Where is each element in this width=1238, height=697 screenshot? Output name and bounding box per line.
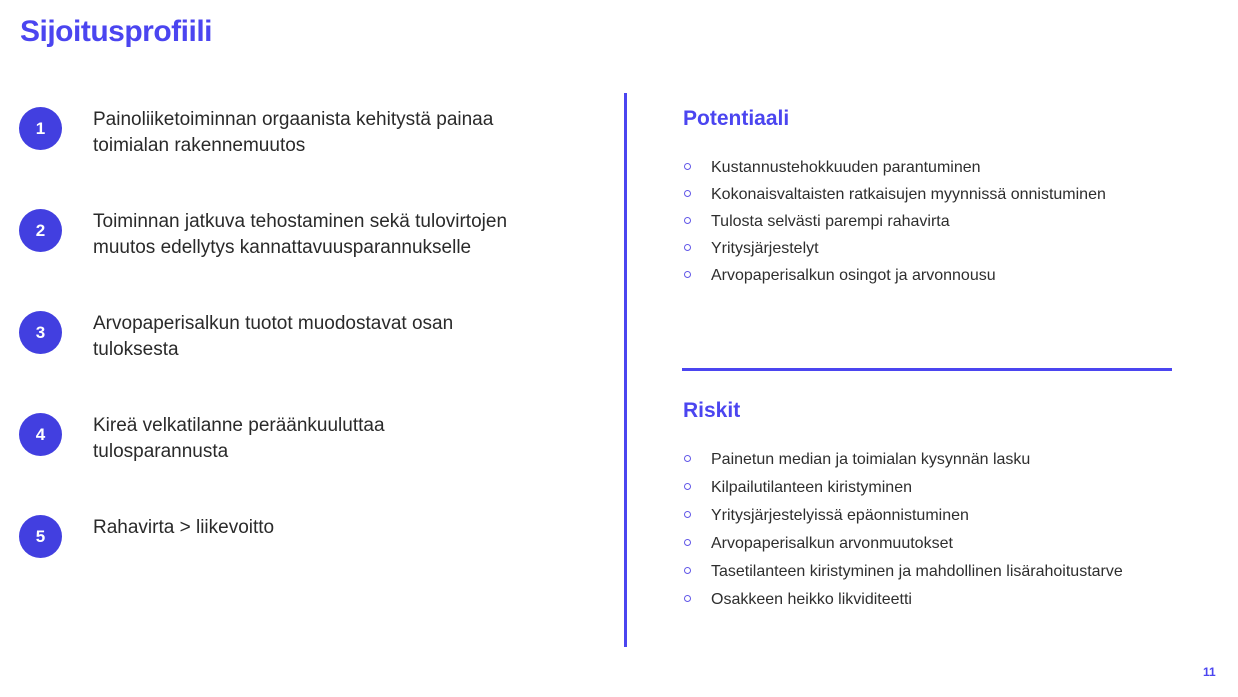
numbered-point-text: Arvopaperisalkun tuotot muodostavat osan tuloksesta <box>93 313 454 360</box>
list-item-text: Painetun median ja toimialan kysynnän lasku <box>711 451 1031 469</box>
circle-bullet-icon <box>684 217 691 224</box>
list-item-text: Osakkeen heikko likviditeetti <box>711 591 912 609</box>
circle-bullet-icon <box>684 271 691 278</box>
numbered-point-text: Toiminnan jatkuva tehostaminen sekä tulovirtojen muutos edellytys kannattavuusparannukselle <box>93 211 508 258</box>
list-item <box>683 506 1203 525</box>
numbered-point <box>19 107 523 158</box>
list-item-text: Arvopaperisalkun osingot ja arvonnousu <box>711 267 996 285</box>
potential-list <box>683 158 1203 285</box>
circle-bullet-icon <box>684 163 691 170</box>
numbered-point <box>19 515 274 558</box>
number-badge: 5 <box>19 515 62 558</box>
risks-list <box>683 450 1203 609</box>
list-item <box>683 534 1203 553</box>
list-item <box>683 450 1203 469</box>
potential-section <box>683 106 1203 293</box>
page-number: 11 <box>1203 665 1216 679</box>
list-item <box>683 562 1203 581</box>
list-item <box>683 590 1203 609</box>
list-item-text: Tulosta selvästi parempi rahavirta <box>711 213 950 231</box>
list-item-text: Yritysjärjestelyt <box>711 240 819 258</box>
list-item <box>683 478 1203 497</box>
circle-bullet-icon <box>684 595 691 602</box>
circle-bullet-icon <box>684 511 691 518</box>
numbered-point <box>19 413 523 464</box>
list-item-text: Tasetilanteen kiristyminen ja mahdollinen lisärahoitustarve <box>711 563 1123 581</box>
list-item-text: Kokonaisvaltaisten ratkaisujen myynnissä onnistuminen <box>711 186 1106 204</box>
list-item <box>683 158 1203 177</box>
circle-bullet-icon <box>684 539 691 546</box>
page-title: Sijoitusprofiili <box>20 15 212 48</box>
circle-bullet-icon <box>684 567 691 574</box>
risks-heading: Riskit <box>683 399 741 422</box>
list-item <box>683 266 1203 285</box>
number-badge: 2 <box>19 209 62 252</box>
numbered-point-text: Kireä velkatilanne peräänkuuluttaa tulosparannusta <box>93 415 385 462</box>
circle-bullet-icon <box>684 483 691 490</box>
list-item-text: Arvopaperisalkun arvonmuutokset <box>711 535 953 553</box>
vertical-divider <box>624 93 627 647</box>
potential-heading: Potentiaali <box>683 107 790 130</box>
numbered-point-text: Rahavirta > liikevoitto <box>93 517 275 538</box>
risks-section <box>683 398 1203 618</box>
list-item-text: Yritysjärjestelyissä epäonnistuminen <box>711 507 969 525</box>
list-item <box>683 185 1203 204</box>
number-badge: 4 <box>19 413 62 456</box>
number-badge: 3 <box>19 311 62 354</box>
list-item-text: Kilpailutilanteen kiristyminen <box>711 479 912 497</box>
list-item <box>683 239 1203 258</box>
list-item <box>683 212 1203 231</box>
circle-bullet-icon <box>684 455 691 462</box>
numbered-point <box>19 209 523 260</box>
numbered-point-text: Painoliiketoiminnan orgaanista kehitystä painaa toimialan rakennemuutos <box>93 109 494 156</box>
circle-bullet-icon <box>684 244 691 251</box>
circle-bullet-icon <box>684 190 691 197</box>
list-item-text: Kustannustehokkuuden parantuminen <box>711 159 981 177</box>
horizontal-divider <box>682 368 1172 371</box>
number-badge: 1 <box>19 107 62 150</box>
numbered-point <box>19 311 523 362</box>
